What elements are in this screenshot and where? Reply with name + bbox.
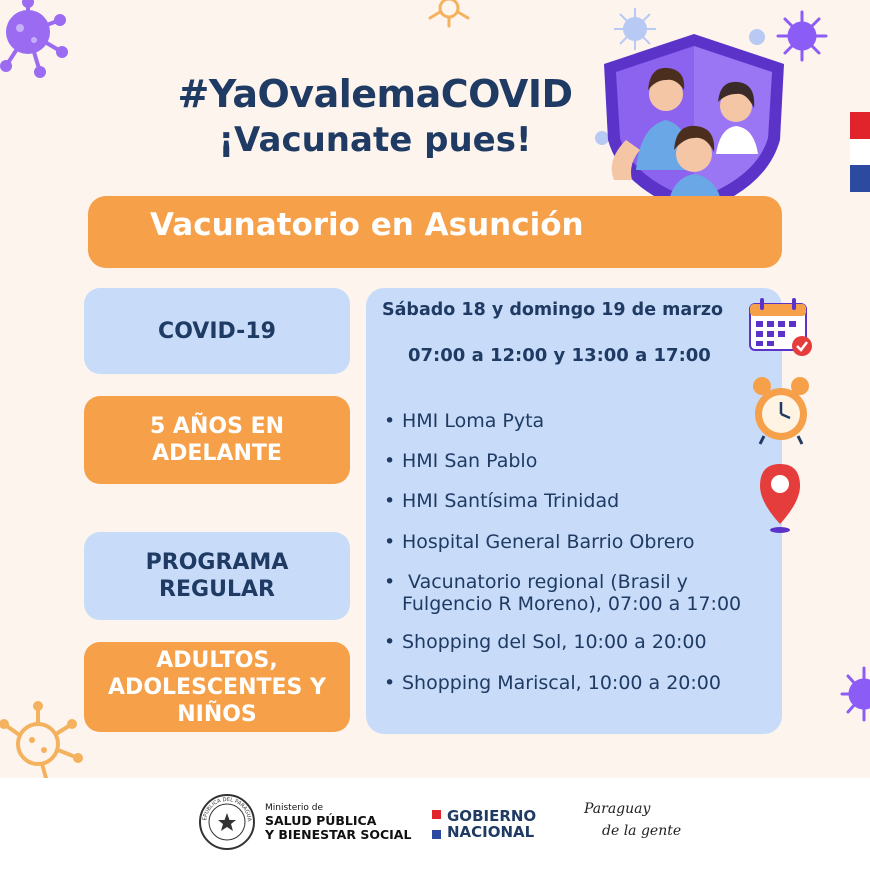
- locations-list: [382, 410, 782, 712]
- calendar-icon: [746, 296, 814, 358]
- category-5-years-up: [84, 396, 350, 484]
- location-item: • Shopping Mariscal, 10:00 a 20:00: [382, 672, 782, 712]
- category-covid19: [84, 288, 350, 374]
- alarm-clock-icon: [750, 374, 812, 448]
- category-label: 5 AÑOS EN ADELANTE: [149, 414, 285, 466]
- paraguay-flag: [850, 112, 870, 192]
- location-item: • Shopping del Sol, 10:00 a 20:00: [382, 631, 782, 672]
- schedule-hours: 07:00 a 12:00 y 13:00 a 17:00: [408, 345, 711, 366]
- svg-text:REPUBLICA DEL PARAGUAY: EPUBLICA DEL PARAGUA: [202, 796, 253, 822]
- location-banner-text: Vacunatorio en Asunción: [150, 207, 584, 243]
- schedule-date: Sábado 18 y domingo 19 de marzo: [382, 300, 724, 320]
- campaign-hashtag-title: #YaOvalemaCOVID: [177, 72, 573, 116]
- location-pin-icon: [756, 462, 804, 536]
- virus-icon: [834, 664, 870, 724]
- location-item: • HMI Loma Pyta: [382, 410, 782, 450]
- gobierno-nacional-text: GOBIERNO NACIONAL: [447, 807, 537, 841]
- paraguay-de-la-gente-slogan: Paraguay de la gente: [584, 801, 682, 839]
- location-item: • HMI Santísima Trinidad: [382, 490, 782, 531]
- shield-family-illustration: [596, 30, 792, 216]
- virus-icon: [424, 0, 474, 30]
- gobierno-nacional-logo-marks: [432, 810, 441, 840]
- location-item: • Hospital General Barrio Obrero: [382, 531, 782, 571]
- ministry-name: Ministerio de SALUD PÚBLICA Y BIENESTAR SOCIAL: [265, 803, 412, 842]
- ministry-seal-logo: [198, 793, 256, 851]
- category-regular-program: [84, 532, 350, 620]
- location-item: • Vacunatorio regional (Brasil y Fulgencio R Moreno), 07:00 a 17:00: [382, 571, 782, 631]
- virus-icon: [0, 0, 80, 80]
- category-label: ADULTOS, ADOLESCENTES Y NIÑOS: [108, 647, 326, 727]
- category-label: COVID-19: [158, 318, 276, 344]
- virus-icon: [0, 700, 86, 780]
- category-adults-teens-children: [84, 642, 350, 732]
- location-item: • HMI San Pablo: [382, 450, 782, 490]
- campaign-subtitle: ¡Vacunate pues!: [218, 120, 532, 160]
- category-label: PROGRAMA REGULAR: [145, 550, 289, 602]
